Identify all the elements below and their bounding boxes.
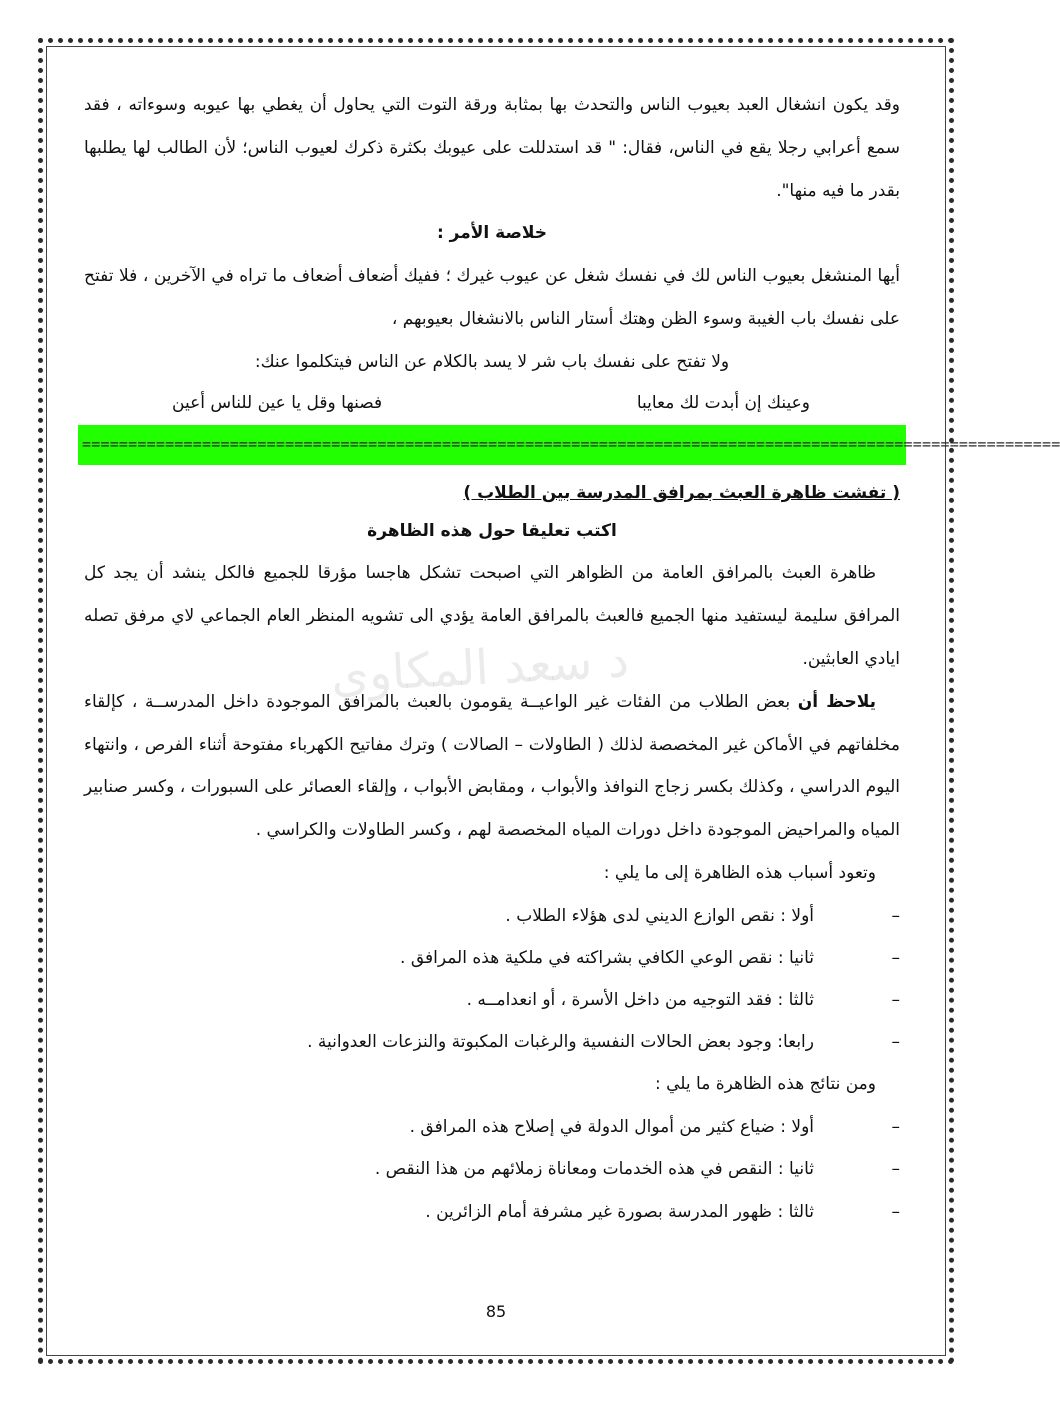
dash-bullet: – xyxy=(891,1032,900,1053)
poetry-verse xyxy=(84,384,900,423)
list-item xyxy=(84,1021,900,1063)
separator-bar xyxy=(78,425,1060,465)
summary-closing: ولا تفتح على نفسك باب شر لا يسد بالكلام عن الناس فيتكلموا عنك: xyxy=(254,351,730,372)
watermark: د سعد المكاوي xyxy=(329,632,631,704)
page-content xyxy=(82,84,1060,1233)
list-item xyxy=(84,1106,900,1148)
list-item xyxy=(84,937,900,979)
result-text: ثالثا : ظهور المدرسة بصورة غير مشرفة أمام الزائرين . xyxy=(425,1201,814,1222)
paragraph-1: وقد يكون انشغال العبد بعيوب الناس والتحدث بها بمثابة ورقة التوت التي يحاول أن يغطي بها عيوبه وسوءاته ، فقد سمع أعرابي رجلا يقع في الناس، فقال: " قد استدللت على عيوبك بكثرة ذكرك لعيوب الناس؛ لأن الطالب لها يطلبها بقدر ما فيه منها". xyxy=(84,95,900,201)
result-text: ثانيا : النقص في هذه الخدمات ومعاناة زملائهم من هذا النقص . xyxy=(374,1159,814,1180)
assignment-heading: اكتب تعليقا حول هذه الظاهرة xyxy=(367,521,617,542)
cause-text: رابعا: وجود بعض الحالات النفسية والرغبات المكبوتة والنزعات العدوانية . xyxy=(307,1032,814,1053)
dash-bullet: – xyxy=(891,1201,900,1222)
cause-text: أولا : نقص الوازع الديني لدى هؤلاء الطلاب . xyxy=(505,905,814,926)
list-item xyxy=(84,895,900,937)
list-item xyxy=(84,979,900,1021)
results-list xyxy=(84,1106,900,1232)
dash-bullet: – xyxy=(891,1159,900,1180)
results-intro: ومن نتائج هذه الظاهرة ما يلي : xyxy=(654,1074,876,1095)
observation-paragraph xyxy=(84,681,900,852)
cause-text: ثالثا : فقد التوجيه من داخل الأسرة ، أو انعدامــه . xyxy=(466,990,814,1011)
verse-second-half: فصنها وقل يا عين للناس أعين xyxy=(172,392,383,413)
cause-text: ثانيا : نقص الوعي الكافي بشراكته في ملكية هذه المرافق . xyxy=(400,948,814,968)
dash-bullet: – xyxy=(891,905,900,926)
result-text: أولا : ضياع كثير من أموال الدولة في إصلاح هذه المرافق . xyxy=(409,1117,814,1138)
dash-bullet: – xyxy=(891,1117,900,1138)
separator-text: ========================================================================================================== xyxy=(82,434,1060,453)
causes-intro: وتعود أسباب هذه الظاهرة إلى ما يلي : xyxy=(603,863,876,884)
observation-lead: يلاحظ أن xyxy=(797,691,876,712)
observation-text: بعض الطلاب من الفئات غير الواعيــة يقومون بالعبث بالمرافق الموجودة داخل المدرســة ، كإلقاء مخلفاتهم في الأماكن غير المخصصة لذلك ( الطاولات – الصالات ) وترك مفاتيح الكهرباء مفتوحة أثناء الفرص ، وانتهاء اليوم الدراسي ، وكذلك بكسر زجاج النوافذ والأبواب ، ومقابض الأبواب ، وإلقاء العصائر على السبورات ، وكسر صنابير المياه والمراحيض الموجودة داخل دورات المياه المخصصة لهم ، وكسر الطاولات والكراسي . xyxy=(84,691,900,841)
page-number: 85 xyxy=(485,1302,507,1321)
causes-list xyxy=(84,895,900,1064)
dash-bullet: – xyxy=(891,948,900,968)
topic-title: ( تفشت ظاهرة العبث بمرافق المدرسة بين الطلاب ) xyxy=(463,482,900,503)
dash-bullet: – xyxy=(891,990,900,1011)
summary-text: أيها المنشغل بعيوب الناس لك في نفسك شغل عن عيوب غيرك ؛ ففيك أضعاف أضعاف ما تراه في الآخرين ، فلا تفتح على نفسك باب الغيبة وسوء الظن وهتك أستار الناس بالانشغال بعيوبهم ، xyxy=(84,266,900,330)
intro-paragraph: ظاهرة العبث بالمرافق العامة من الظواهر التي اصبحت تشكل هاجسا مؤرقا للجميع فالكل ينشد أن يجد كل المرافق سليمة ليستفيد منها الجميع فالعبث بالمرافق العامة يؤدي الى تشويه المنظر العام الجماعي لاي مرفق تصله ايادي العابثين. xyxy=(84,563,900,669)
list-item xyxy=(84,1148,900,1190)
verse-first-half: وعينك إن أبدت لك معايبا xyxy=(636,392,810,413)
summary-heading: خلاصة الأمر : xyxy=(436,223,548,244)
list-item xyxy=(84,1191,900,1233)
